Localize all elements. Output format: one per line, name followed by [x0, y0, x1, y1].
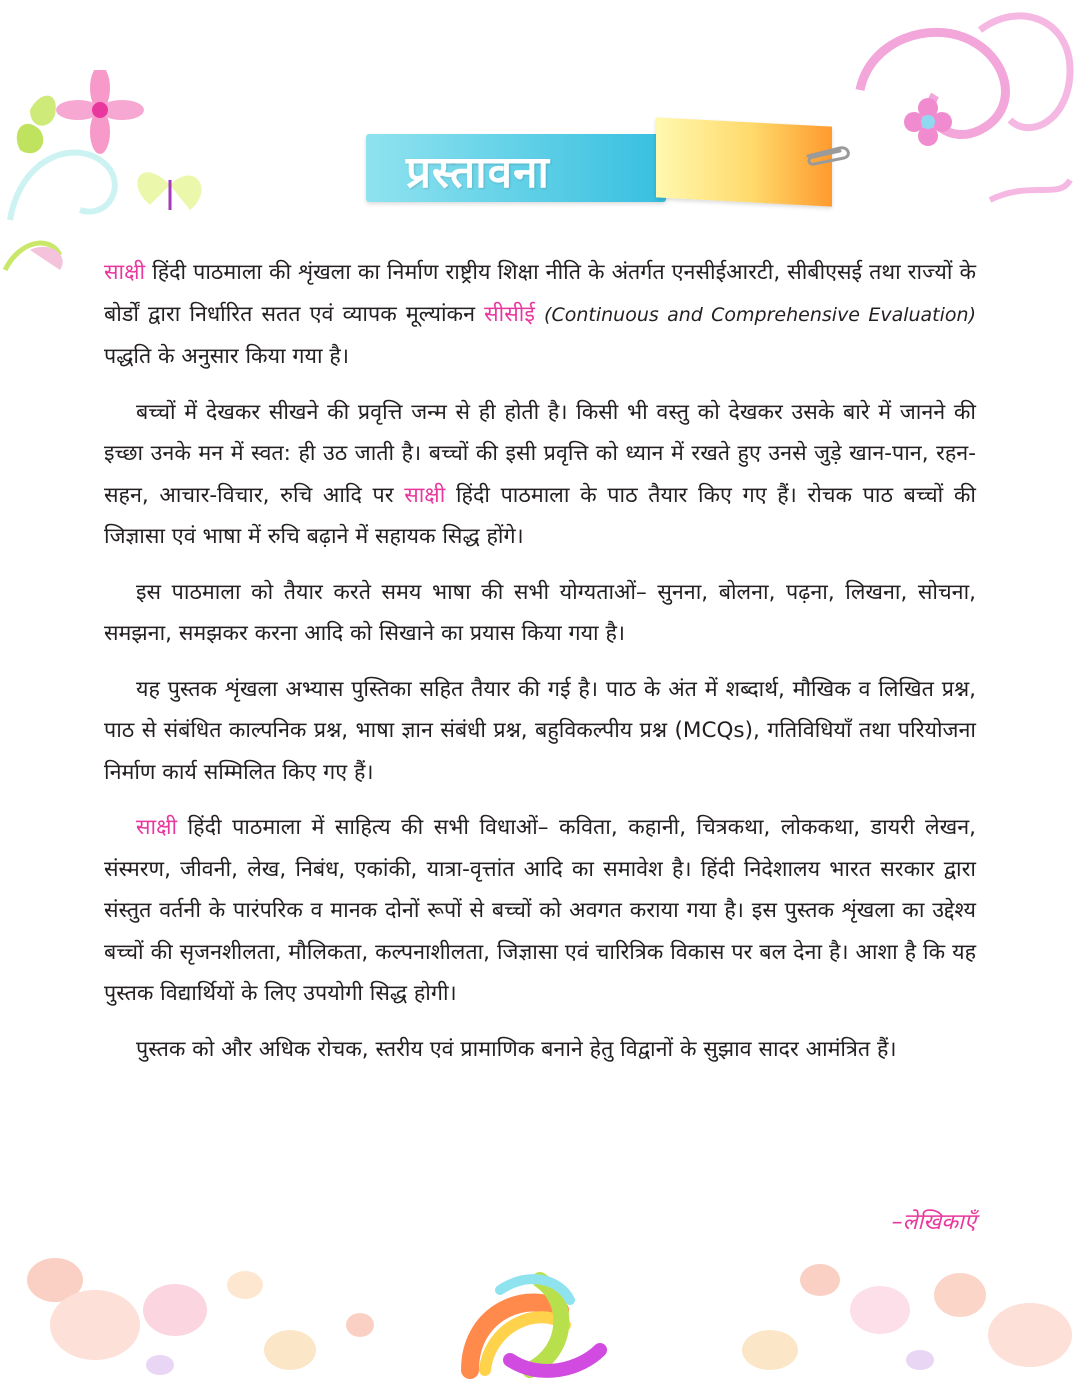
cce-english-expansion: (Continuous and Comprehensive Evaluation): [544, 303, 976, 326]
signature: –लेखिकाएँ: [891, 1210, 976, 1235]
flower-icon: [56, 70, 144, 154]
paragraph-2-text: बच्चों में देखकर सीखने की प्रवृत्ति जन्म से ही होती है। किसी भी वस्तु को देखकर उसके बारे में जानने की इच्छा उनके मन में स्वत: ही उठ जाती है। बच्चों की इसी प्रवृत्ति को ध्यान में रखते हुए उनसे जुड़े खान-पान, रहन-सहन, आचार-विचार, रुचि आदि पर: [104, 399, 976, 508]
paragraph-1-ending: पद्धति के अनुसार किया गया है।: [104, 344, 349, 369]
title-banner: [366, 134, 832, 202]
flower-icon: [904, 98, 952, 146]
page-title: प्रस्तावना: [406, 147, 550, 198]
paragraph-1: [104, 252, 976, 378]
paragraph-3: इस पाठमाला को तैयार करते समय भाषा की सभी योग्यताओं– सुनना, बोलना, पढ़ना, लिखना, सोचना, समझना, समझकर करना आदि को सिखाने का प्रयास किया गया है।: [104, 579, 976, 646]
pebbles-decoration: [0, 1240, 1080, 1380]
cce-highlight: सीसीई: [484, 301, 535, 327]
brand-name: साक्षी: [104, 260, 146, 285]
top-right-swirl-decoration: [840, 0, 1080, 230]
paragraph-5: [104, 807, 976, 1015]
paragraph-2-ending: हिंदी पाठमाला के पाठ तैयार किए गए हैं। रोचक पाठ बच्चों की जिज्ञासा एवं भाषा में रुचि बढ़ाने में सहायक सिद्ध होंगे।: [104, 482, 976, 549]
paragraph-1-text: हिंदी पाठमाला की शृंखला का निर्माण राष्ट्रीय शिक्षा नीति के अंतर्गत एनसीईआरटी, सीबीएसई तथा राज्यों के बोर्डों द्वारा निर्धारित सतत एवं व्यापक मूल्यांकन: [104, 260, 976, 327]
paragraph-6: पुस्तक को और अधिक रोचक, स्तरीय एवं प्रामाणिक बनाने हेतु विद्वानों के सुझाव सादर आमंत्रित हैं।: [136, 1036, 897, 1062]
paragraph-5-text: हिंदी पाठमाला में साहित्य की सभी विधाओं– कविता, कहानी, चित्रकथा, लोककथा, डायरी लेखन, संस्मरण, जीवनी, लेख, निबंध, एकांकी, यात्रा-वृत्तांत आदि का समावेश है। हिंदी निदेशालय भारत सरकार द्वारा संस्तुत वर्तनी के पारंपरिक व मानक दोनों रूपों से बच्चों को अवगत कराया गया है। इस पुस्तक शृंखला का उद्देश्य बच्चों की सृजनशीलता, मौलिकता, कल्पनाशीलता, जिज्ञासा एवं चारित्रिक विकास पर बल देना है। आशा है कि यह पुस्तक विद्यार्थियों के लिए उपयोगी सिद्ध होगी।: [104, 815, 976, 1006]
brand-name: साक्षी: [404, 482, 446, 508]
paperclip-icon: [804, 142, 854, 170]
paragraph-4: यह पुस्तक शृंखला अभ्यास पुस्तिका सहित तैयार की गई है। पाठ के अंत में शब्दार्थ, मौखिक व लिखित प्रश्न, पाठ से संबंधित काल्पनिक प्रश्न, भाषा ज्ञान संबंधी प्रश्न, बहुविकल्पीय प्रश्न (MCQs), गतिविधियाँ तथा परियोजना निर्माण कार्य सम्मिलित किए गए हैं।: [104, 676, 976, 785]
brand-name: साक्षी: [136, 815, 178, 840]
butterfly-icon: [137, 172, 201, 210]
preface-body: [104, 252, 976, 1084]
swirl-icon: [470, 1279, 600, 1371]
paragraph-2: [104, 392, 976, 558]
